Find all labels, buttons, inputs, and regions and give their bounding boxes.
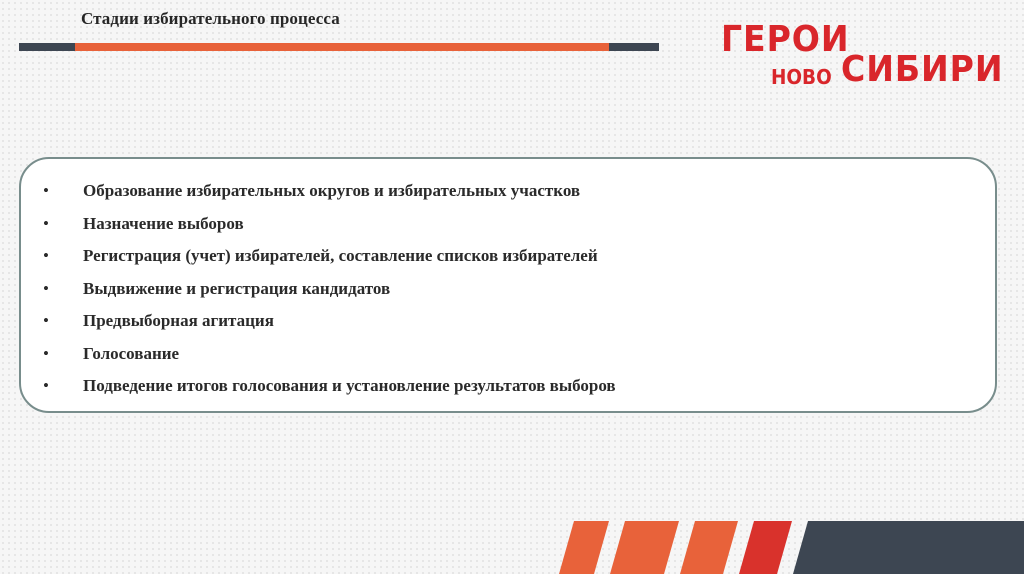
list-item	[43, 344, 616, 377]
list-item	[43, 181, 616, 214]
bullet-icon: •	[43, 181, 49, 200]
stripe-orange-3	[680, 521, 738, 574]
title-bar-dark-left	[19, 43, 75, 51]
logo-word-sibiri: СИБИРИ	[841, 49, 1004, 90]
bullet-icon: •	[43, 246, 49, 265]
bullet-icon: •	[43, 278, 49, 298]
list-item	[43, 376, 616, 409]
list-item-text: Назначение выборов	[83, 213, 244, 233]
stripe-dark-5	[793, 521, 1024, 574]
stages-list	[43, 181, 616, 409]
bullet-icon: •	[43, 311, 49, 330]
bullet-icon: •	[43, 343, 49, 363]
stripe-orange-1	[559, 521, 609, 574]
list-item-text: Выдвижение и регистрация кандидатов	[83, 278, 391, 298]
list-item-text: Образование избирательных округов и избирательных участков	[83, 181, 581, 200]
list-item	[43, 279, 616, 312]
bullet-icon: •	[43, 376, 49, 395]
list-item	[43, 311, 616, 344]
stripe-orange-2	[610, 521, 679, 574]
list-item-text: Регистрация (учет) избирателей, составление списков избирателей	[83, 246, 598, 265]
geroi-novosibiri-logo	[717, 19, 1009, 90]
list-item-text: Предвыборная агитация	[83, 311, 274, 330]
list-item	[43, 214, 616, 247]
title-bar-dark-right	[609, 43, 659, 51]
content-box	[19, 157, 997, 413]
logo-word-geroi: ГЕРОИ	[721, 19, 850, 60]
logo-word-novo: НОВО	[771, 65, 832, 89]
title-underline-bar	[19, 43, 659, 51]
slide-title: Стадии избирательного процесса	[81, 9, 340, 28]
list-item	[43, 246, 616, 279]
list-item-text: Подведение итогов голосования и установление результатов выборов	[83, 376, 616, 395]
title-bar-orange	[75, 43, 609, 51]
stripe-red-4	[739, 521, 792, 574]
bullet-icon: •	[43, 213, 49, 233]
list-item-text: Голосование	[83, 343, 180, 363]
